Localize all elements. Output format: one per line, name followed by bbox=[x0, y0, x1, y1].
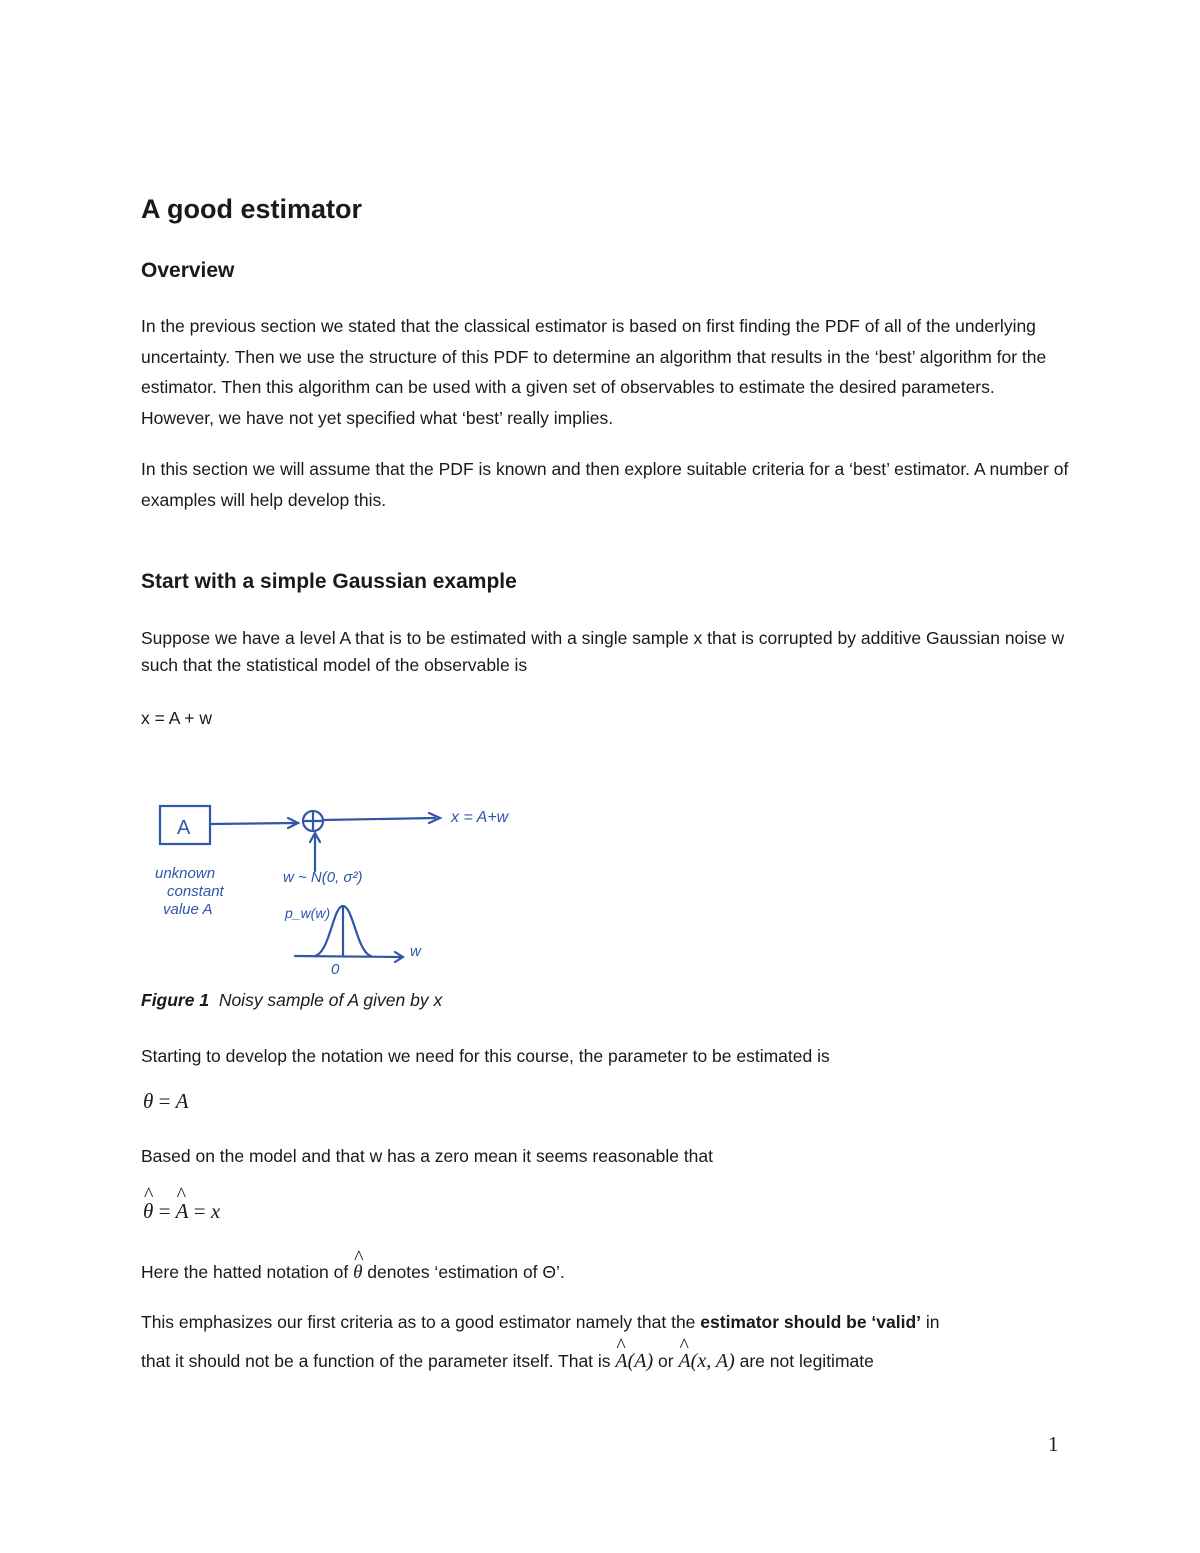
output-label: x = A+w bbox=[451, 809, 509, 826]
theta-hat: ^ θ bbox=[143, 1199, 153, 1224]
figure-caption bbox=[141, 990, 442, 1011]
a-hat-of-x-a: ^ A(x, A) bbox=[678, 1350, 734, 1373]
para6-b: are not legitimate bbox=[734, 1351, 874, 1371]
page-number: 1 bbox=[1048, 1432, 1059, 1456]
overview-paragraph-2: In this section we will assume that the PDF is known and then explore suitable criteria for a ‘best’ estimator. A number of examples will help develop this. bbox=[141, 459, 1069, 510]
para4-post: denotes ‘estimation of Θ’. bbox=[362, 1262, 565, 1282]
equation-theta bbox=[143, 1089, 189, 1114]
para5-a: This emphasizes our first criteria as to a good estimator namely that the bbox=[141, 1312, 701, 1332]
model-equation: x = A + w bbox=[141, 708, 213, 728]
eq-theta-op: = bbox=[153, 1089, 176, 1113]
axis-label: w bbox=[410, 943, 421, 960]
figure-caption-label: Figure 1 bbox=[141, 990, 210, 1010]
overview-paragraph-1: In the previous section we stated that the classical estimator is based on first finding the PDF of all of the underlying uncertainty. Then we use the structure of this PDF to determine an algorithm that results in the ‘best’ algorithm for the estimator. Then this algorithm can be used with a given set of observables to estimate the desired parameters. However, we have not yet specified what ‘best’ really implies. bbox=[141, 316, 1047, 428]
noise-label: w ~ N(0, σ²) bbox=[283, 869, 363, 886]
para6-a: that it should not be a function of the parameter itself. That is bbox=[141, 1351, 616, 1371]
box-label: A bbox=[177, 817, 191, 839]
para5-b: in bbox=[921, 1312, 940, 1332]
gaussian-paragraph-2: Starting to develop the notation we need for this course, the parameter to be estimated is bbox=[141, 1046, 830, 1066]
gaussian-paragraph-3: Based on the model and that w has a zero mean it seems reasonable that bbox=[141, 1146, 714, 1166]
eq-theta-lhs: θ bbox=[143, 1089, 154, 1113]
pdf-label: p_w(w) bbox=[285, 905, 331, 921]
para6-or: or bbox=[653, 1351, 679, 1371]
a-hat-of-a: ^ A(A) bbox=[615, 1350, 653, 1373]
figure-1-diagram bbox=[145, 786, 545, 991]
eq-x: x bbox=[210, 1199, 221, 1223]
left-note-line-3: value A bbox=[163, 901, 213, 918]
gaussian-paragraph-4 bbox=[141, 1262, 565, 1284]
left-note-line-1: unknown bbox=[155, 865, 216, 882]
left-note-line-2: constant bbox=[167, 883, 224, 900]
section-heading-gaussian: Start with a simple Gaussian example bbox=[141, 570, 517, 593]
figure-caption-text: Noisy sample of A given by x bbox=[218, 990, 443, 1010]
para5-bold: estimator should be ‘valid’ bbox=[700, 1312, 922, 1332]
section-heading-overview: Overview bbox=[141, 259, 235, 282]
gaussian-paragraph-1: Suppose we have a level A that is to be estimated with a single sample x that is corrupted by additive Gaussian noise w such that the statistical model of the observable is bbox=[141, 628, 1065, 675]
zero-label: 0 bbox=[331, 961, 340, 978]
theta-hat-inline: ^ θ bbox=[353, 1262, 362, 1284]
page-title: A good estimator bbox=[141, 194, 363, 224]
equation-estimate: ^ θ = ^ A = x bbox=[143, 1199, 220, 1224]
eq-theta-rhs: A bbox=[175, 1089, 189, 1113]
para4-pre: Here the hatted notation of bbox=[141, 1262, 354, 1282]
gaussian-paragraph-5 bbox=[141, 1312, 940, 1333]
gaussian-paragraph-6 bbox=[141, 1350, 874, 1373]
a-hat: ^ A bbox=[176, 1199, 189, 1224]
